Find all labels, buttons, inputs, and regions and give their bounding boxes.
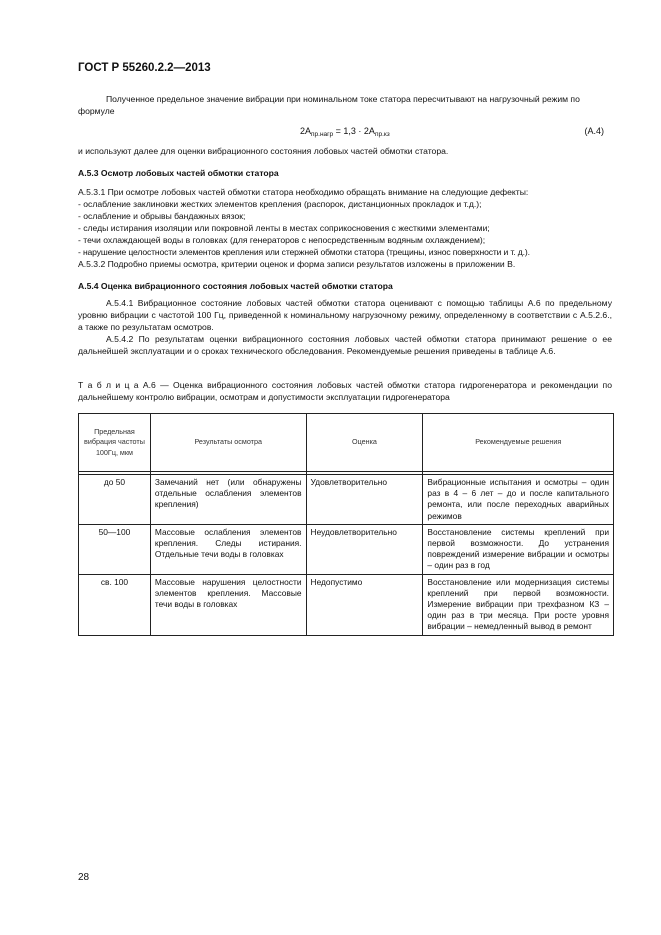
cell-decision: Восстановление или модернизация системы креплений при первой возможности. Измерение вибрации при трехфазном КЗ – один раз в три месяца. При росте уровня вибрации – немедленный вывод в ремонт (423, 574, 614, 635)
formula-expression: $2A_{пр.нагр} = 1,3 \cdot 2A_{пр.кз}$ (300, 126, 390, 138)
section-a54-p2: А.5.4.2 По результатам оценки вибрационного состояния лобовых частей обмотки статора принимают решение о ее дальнейшей эксплуатации и о сроках технического обследования. Рекомендуемые решения приведены в таблице А.6. (78, 334, 612, 356)
header-recommended-decisions: Рекомендуемые решения (423, 414, 614, 472)
a53-line: - ослабление и обрывы бандажных вязок; (78, 211, 246, 221)
header-assessment: Оценка (306, 414, 423, 472)
a53-line: А.5.3.2 Подробно приемы осмотра, критерии оценок и форма записи результатов изложены в приложении В. (78, 259, 516, 269)
vibration-assessment-table (78, 413, 614, 636)
page-number: 28 (78, 872, 90, 883)
table-row (79, 574, 614, 635)
document-standard-id: ГОСТ Р 55260.2.2—2013 (78, 62, 211, 74)
cell-vibration-level: св. 100 (79, 574, 151, 635)
cell-decision: Восстановление системы креплений при первой возможности. До устранения повреждений измерение вибрации и осмотры – один раз в год (423, 524, 614, 574)
formula-number: (А.4) (584, 126, 604, 136)
section-a54-p1: А.5.4.1 Вибрационное состояние лобовых частей обмотки статора оценивают с помощью таблицы А.6 по предельному уровню вибрации с частотой 100 Гц, приведенной к номинальному нагрузочному режиму, определенному в соответствии с А.5.2.6., а также по результатам осмотров. (78, 298, 612, 332)
cell-vibration-level: до 50 (79, 475, 151, 525)
cell-assessment: Неудовлетворительно (306, 524, 423, 574)
a53-line: А.5.3.1 При осмотре лобовых частей обмотки статора необходимо обращать внимание на следующие дефекты: (78, 187, 529, 197)
cell-assessment: Недопустимо (306, 574, 423, 635)
cell-inspection: Массовые ослабления элементов крепления. Следы истирания. Отдельные течи воды в головках (150, 524, 306, 574)
table-caption-text: А.6 — Оценка вибрационного состояния лобовых частей обмотки статора гидрогенератора и рекомендации по дальнейшему контролю вибрации, осмотрам и допустимости эксплуатации гидрогенератора (78, 380, 612, 402)
cell-inspection: Массовые нарушения целостности элементов крепления. Массовые течи воды в головках (150, 574, 306, 635)
cell-vibration-level: 50—100 (79, 524, 151, 574)
a53-line: - течи охлаждающей воды в головках (для генераторов с непосредственным водяным охлаждением); (78, 235, 486, 245)
table-row (79, 524, 614, 574)
table-row (79, 475, 614, 525)
header-vibration-level: Предельная вибрация частоты 100Гц, мкм (79, 414, 151, 472)
section-a53-body (78, 186, 612, 270)
intro-conclusion: и используют далее для оценки вибрационного состояния лобовых частей обмотки статора. (78, 146, 449, 156)
cell-inspection: Замечаний нет (или обнаружены отдельные ослабления элементов крепления) (150, 475, 306, 525)
formula-a4 (78, 126, 612, 140)
cell-decision: Вибрационные испытания и осмотры – один раз в 4 – 6 лет – до и после капитального ремонта, или после переходных аварийных режимов (423, 475, 614, 525)
intro-paragraph: Полученное предельное значение вибрации при номинальном токе статора пересчитывают на нагрузочный режим по формуле (78, 94, 580, 116)
table-caption (78, 379, 612, 403)
section-heading-a54: А.5.4 Оценка вибрационного состояния лобовых частей обмотки статора (78, 281, 393, 291)
section-heading-a53: А.5.3 Осмотр лобовых частей обмотки статора (78, 168, 279, 178)
a53-line: - следы истирания изоляции или покровной ленты в местах соприкосновения с жесткими элементами; (78, 223, 490, 233)
header-inspection-results: Результаты осмотра (150, 414, 306, 472)
a53-line: - ослабление заклиновки жестких элементов крепления (распорок, дистанционных прокладок и т.д.); (78, 199, 482, 209)
table-caption-label: Т а б л и ц а (78, 380, 139, 390)
cell-assessment: Удовлетворительно (306, 475, 423, 525)
a53-line: - нарушение целостности элементов крепления или стержней обмотки статора (трещины, износ поверхности и т. д.). (78, 247, 530, 257)
